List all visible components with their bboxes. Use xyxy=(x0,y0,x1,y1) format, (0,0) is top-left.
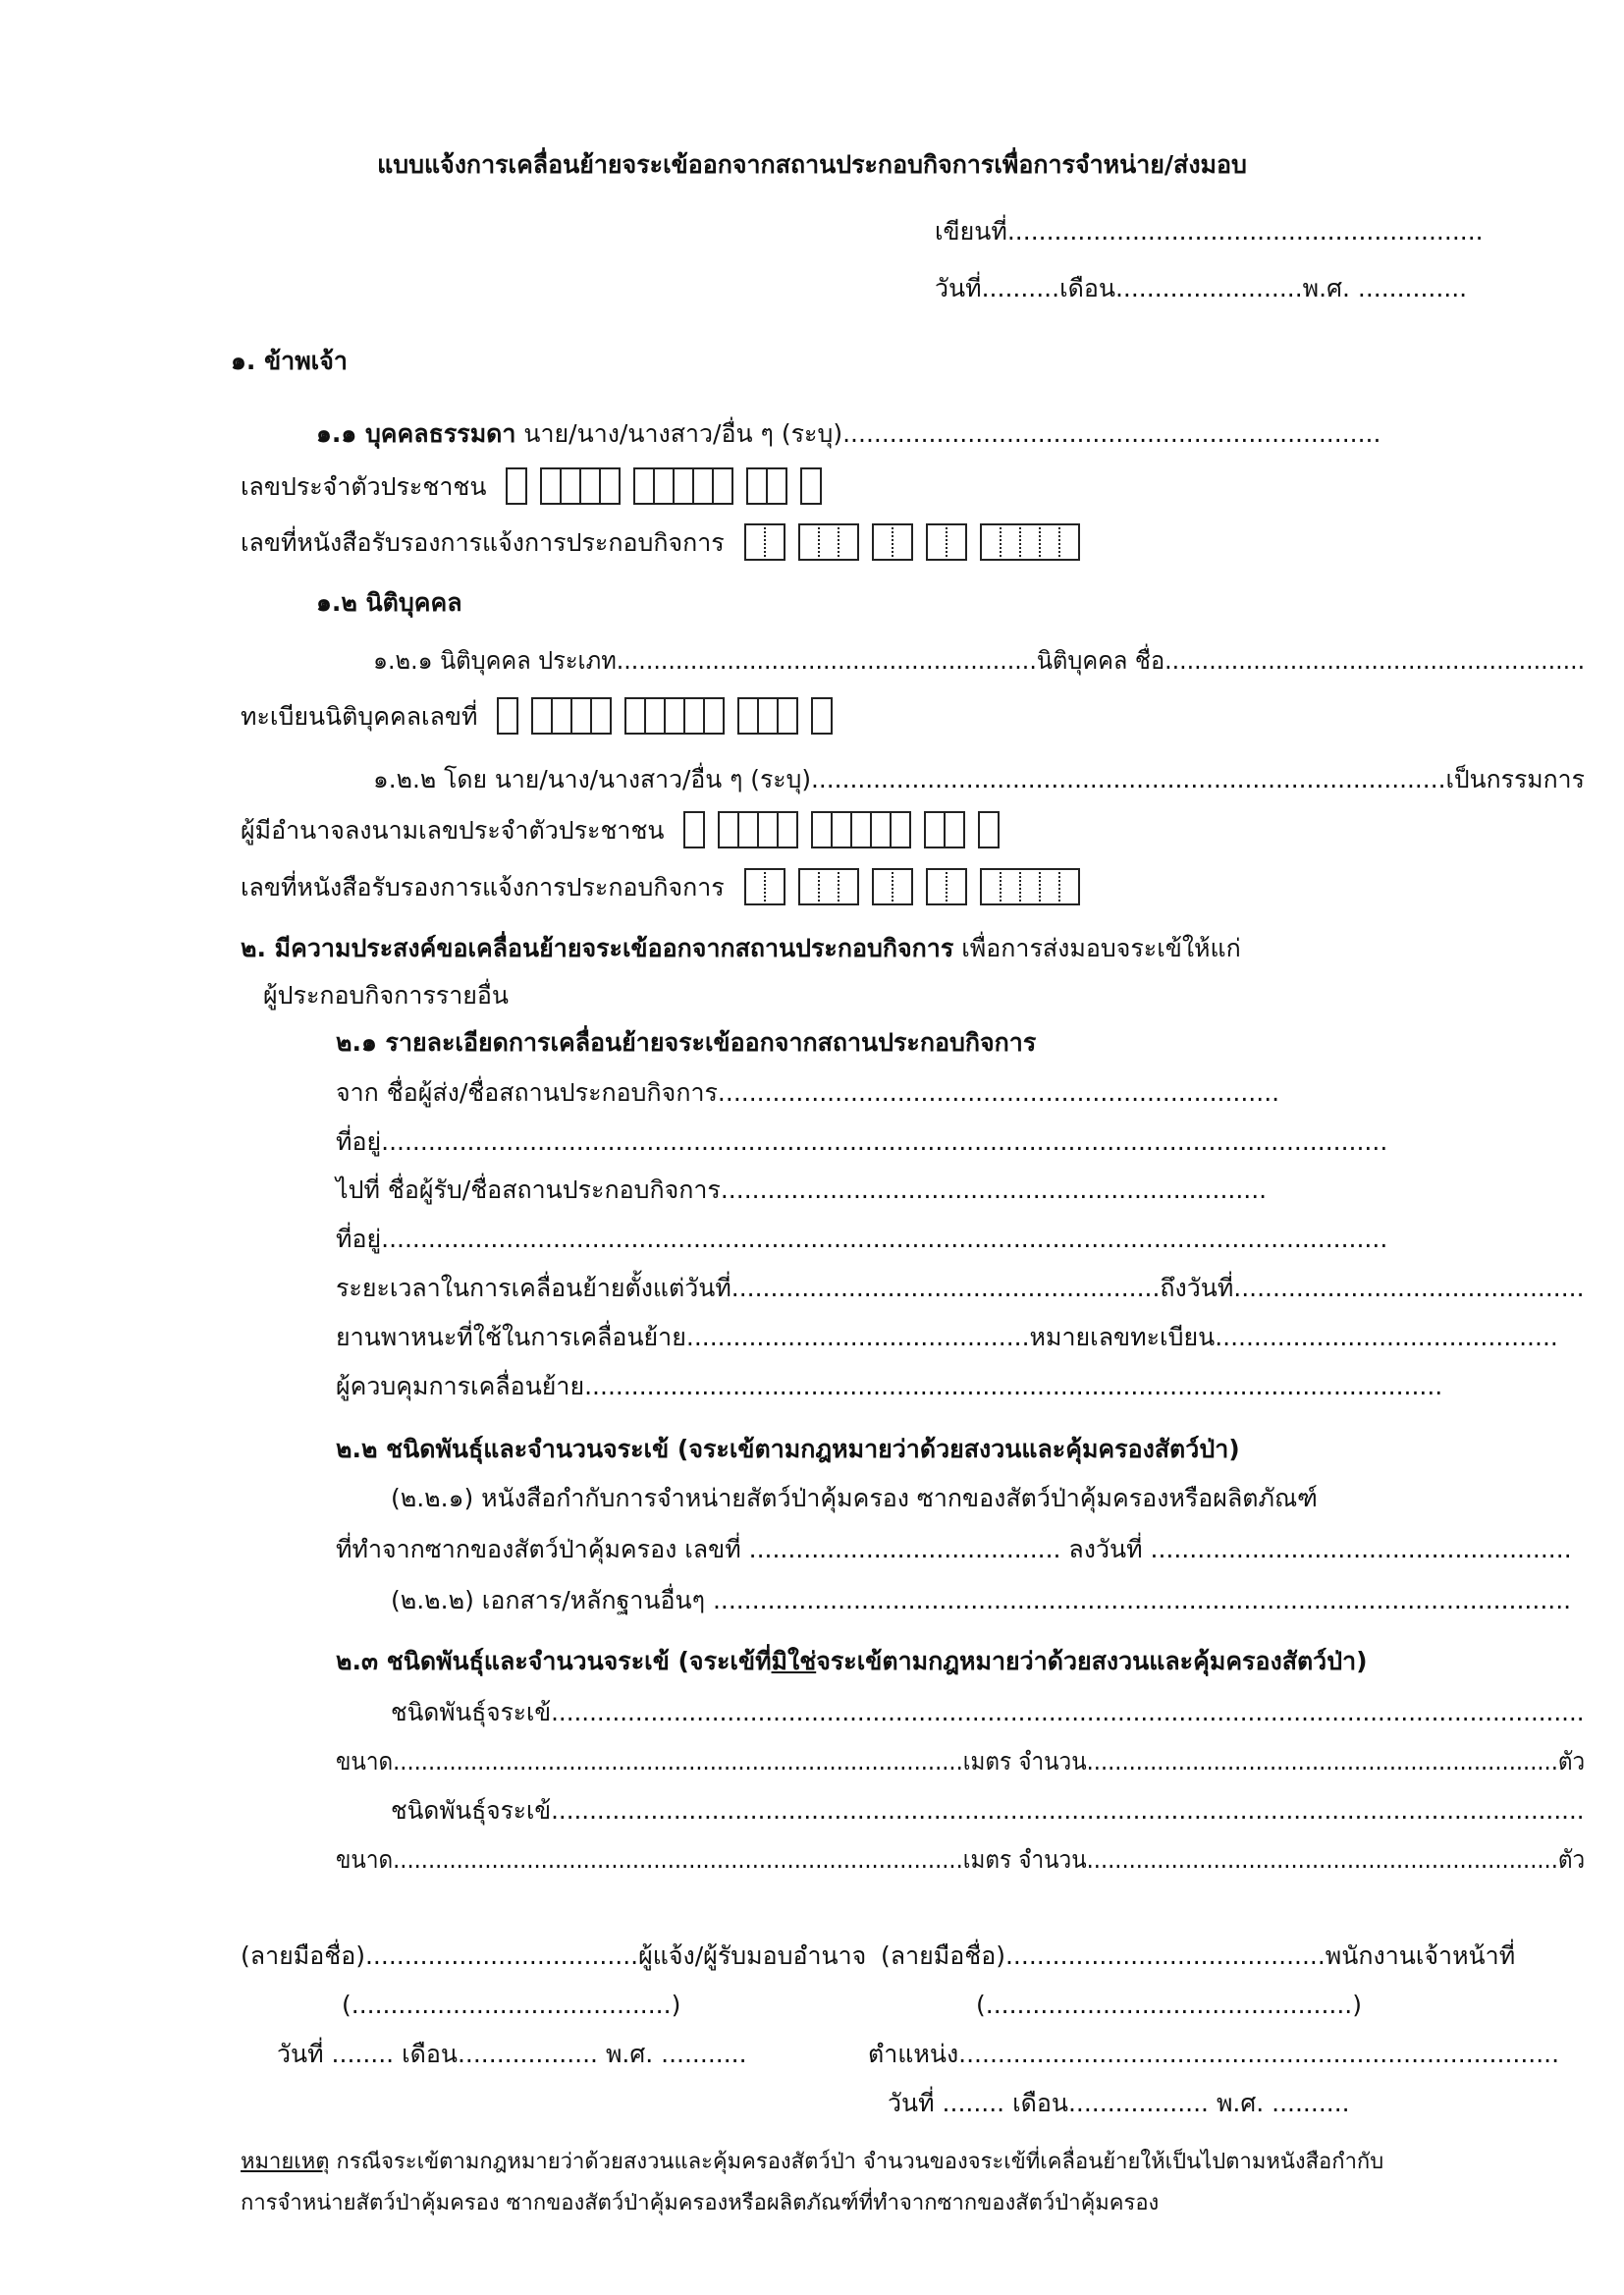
juristic-reg-row xyxy=(241,699,833,737)
subsection-2-1-heading: ๒.๑ รายละเอียดการเคลื่อนย้ายจระเข้ออกจากสถานประกอบกิจการ xyxy=(336,1028,1037,1057)
digit-box[interactable] xyxy=(1000,523,1021,561)
digit-box[interactable] xyxy=(712,467,733,505)
director-line: ๑.๒.๒ โดย นาย/นาง/นางสาว/อื่น ๆ (ระบุ)..................................................................................เป็นกรรมการ xyxy=(373,765,1585,793)
digit-box[interactable] xyxy=(766,467,787,505)
size-count-line-1: ขนาด.................................................................................เมตร จำนวน...................................................................ตัว xyxy=(336,1747,1586,1776)
digit-box[interactable] xyxy=(744,868,766,905)
digit-box[interactable] xyxy=(599,467,621,505)
digit-box[interactable] xyxy=(1039,523,1060,561)
species-line-2: ชนิดพันธุ์จระเข้....................................................................................................................................... xyxy=(391,1796,1585,1825)
digit-box[interactable] xyxy=(506,467,527,505)
digit-box-group xyxy=(746,467,787,505)
digit-box[interactable] xyxy=(764,868,785,905)
digit-box-group xyxy=(980,523,1080,561)
officer-date-line: วันที่ ........ เดือน.................. พ.ศ. .......... xyxy=(888,2089,1350,2117)
digit-box[interactable] xyxy=(800,467,822,505)
digit-box[interactable] xyxy=(1000,868,1021,905)
to-receiver-line: ไปที่ ชื่อผู้รับ/ชื่อสถานประกอบกิจการ...................................................................... xyxy=(336,1175,1268,1204)
digit-box[interactable] xyxy=(944,811,965,848)
section-2-heading xyxy=(241,931,1241,966)
digit-box[interactable] xyxy=(703,697,725,735)
cert-label: เลขที่หนังสือรับรองการแจ้งการประกอบกิจการ xyxy=(241,528,725,557)
digit-box-group xyxy=(798,523,859,561)
digit-box[interactable] xyxy=(890,811,911,848)
digit-box[interactable] xyxy=(673,467,694,505)
natural-person-line xyxy=(316,416,1380,452)
cert-number-boxes-2[interactable] xyxy=(744,868,1080,905)
digit-box[interactable] xyxy=(644,697,666,735)
digit-box[interactable] xyxy=(777,811,798,848)
digit-box-group xyxy=(872,868,913,905)
subsection-2-2-heading: ๒.๒ ชนิดพันธุ์และจำนวนจระเข้ (จระเข้ตามกฎหมายว่าด้วยสงวนและคุ้มครองสัตว์ป่า) xyxy=(336,1435,1240,1463)
digit-box[interactable] xyxy=(980,868,1001,905)
from-sender-line: จาก ชื่อผู้ส่ง/ชื่อสถานประกอบกิจการ........................................................................ xyxy=(336,1078,1280,1107)
digit-box[interactable] xyxy=(1039,868,1060,905)
other-documents-line: (๒.๒.๒) เอกสาร/หลักฐานอื่นๆ .............................................................................................................. xyxy=(391,1586,1572,1614)
juristic-person-heading: ๑.๒ นิติบุคคล xyxy=(316,588,462,617)
digit-box[interactable] xyxy=(926,523,947,561)
digit-box[interactable] xyxy=(831,811,852,848)
digit-box-group xyxy=(924,811,965,848)
subsection-2-3-heading-a: ๒.๓ ชนิดพันธุ์และจำนวนจระเข้ (จระเข้ที่ xyxy=(336,1647,772,1675)
digit-box-group xyxy=(980,868,1080,905)
digit-box[interactable] xyxy=(590,697,612,735)
digit-box[interactable] xyxy=(737,811,759,848)
digit-box-group xyxy=(683,811,705,848)
cert-row-2 xyxy=(241,870,1080,907)
digit-box[interactable] xyxy=(718,811,739,848)
form-title: แบบแจ้งการเคลื่อนย้ายจระเข้ออกจากสถานประกอบกิจการเพื่อการจำหน่าย/ส่งมอบ xyxy=(377,150,1247,179)
from-address-line: ที่อยู่................................................................................................................................. xyxy=(336,1127,1388,1156)
section-2-heading-bold: ๒. มีความประสงค์ขอเคลื่อนย้ายจระเข้ออกจากสถานประกอบกิจการ xyxy=(241,934,954,962)
digit-box-group xyxy=(737,697,798,735)
juristic-reg-boxes[interactable] xyxy=(497,697,833,735)
officer-position-line: ตำแหน่ง............................................................................. xyxy=(868,2040,1560,2068)
digit-box[interactable] xyxy=(1019,868,1041,905)
cert-label-2: เลขที่หนังสือรับรองการแจ้งการประกอบกิจการ xyxy=(241,873,725,902)
digit-box[interactable] xyxy=(579,467,601,505)
digit-box[interactable] xyxy=(892,523,913,561)
digit-box[interactable] xyxy=(1058,868,1080,905)
digit-box[interactable] xyxy=(497,697,518,735)
officer-name-line: (...............................................) xyxy=(976,1991,1363,2019)
digit-box[interactable] xyxy=(683,697,705,735)
digit-box-group xyxy=(872,523,913,561)
digit-box[interactable] xyxy=(946,868,967,905)
digit-box[interactable] xyxy=(892,868,913,905)
section-1-heading: ๑. ข้าพเจ้า xyxy=(231,347,348,375)
digit-box[interactable] xyxy=(850,811,872,848)
digit-box[interactable] xyxy=(560,467,581,505)
digit-box[interactable] xyxy=(1058,523,1080,561)
notifier-signature-line: (ลายมือชื่อ)...................................ผู้แจ้ง/ผู้รับมอบอำนาจ xyxy=(241,1941,867,1970)
digit-box[interactable] xyxy=(798,523,820,561)
period-line: ระยะเวลาในการเคลื่อนย้ายตั้งแต่วันที่.......................................................ถึงวันที่............................................. xyxy=(336,1274,1585,1302)
subsection-2-3-heading xyxy=(336,1644,1368,1679)
digit-box[interactable] xyxy=(737,697,759,735)
id-card-label: เลขประจำตัวประชาชน xyxy=(241,472,487,501)
authorized-id-boxes[interactable] xyxy=(683,811,1000,848)
vehicle-line: ยานพาหนะที่ใช้ในการเคลื่อนย้าย............................................หมายเลขทะเบียน............................................ xyxy=(336,1323,1558,1351)
digit-box-group xyxy=(540,467,621,505)
digit-box[interactable] xyxy=(777,697,798,735)
digit-box-group xyxy=(497,697,518,735)
digit-box-group xyxy=(506,467,527,505)
section-2-heading-rest: เพื่อการส่งมอบจระเข้ให้แก่ xyxy=(953,934,1241,962)
digit-box-group xyxy=(798,868,859,905)
to-address-line: ที่อยู่................................................................................................................................. xyxy=(336,1225,1388,1253)
species-line-1: ชนิดพันธุ์จระเข้....................................................................................................................................... xyxy=(391,1698,1585,1726)
cert-number-boxes[interactable] xyxy=(744,523,1080,561)
digit-box-group xyxy=(633,467,733,505)
note-text-1: กรณีจระเข้ตามกฎหมายว่าด้วยสงวนและคุ้มครองสัตว์ป่า จำนวนของจระเข้ที่เคลื่อนย้ายให้เป็นไปตามหนังสือกำกับ xyxy=(329,2150,1384,2174)
digit-box-group xyxy=(978,811,1000,848)
digit-box[interactable] xyxy=(531,697,553,735)
digit-box[interactable] xyxy=(757,811,779,848)
digit-box[interactable] xyxy=(811,811,833,848)
digit-box-group xyxy=(531,697,612,735)
natural-person-label: ๑.๑ บุคคลธรรมดา xyxy=(316,419,516,448)
controller-line: ผู้ควบคุมการเคลื่อนย้าย.............................................................................................................. xyxy=(336,1372,1443,1400)
wildlife-permit-line-b: ที่ทำจากซากของสัตว์ป่าคุ้มครอง เลขที่ ........................................ ลงวันที่ ...................................................... xyxy=(336,1535,1572,1563)
written-at-field: เขียนที่............................................................. xyxy=(935,217,1484,246)
authorized-id-row xyxy=(241,813,1000,850)
notifier-date-line: วันที่ ........ เดือน.................. พ.ศ. ........... xyxy=(277,2040,747,2068)
note-label: หมายเหตุ xyxy=(241,2150,330,2174)
digit-box[interactable] xyxy=(838,523,859,561)
digit-box[interactable] xyxy=(764,523,785,561)
officer-signature-line: (ลายมือชื่อ).........................................พนักงานเจ้าหน้าที่ xyxy=(881,1941,1516,1970)
subsection-2-3-heading-underlined: มิใช่ xyxy=(771,1647,817,1675)
digit-box-group xyxy=(718,811,798,848)
digit-box[interactable] xyxy=(924,811,946,848)
digit-box-group xyxy=(811,811,911,848)
digit-box[interactable] xyxy=(633,467,655,505)
digit-box-group xyxy=(744,868,785,905)
digit-box[interactable] xyxy=(653,467,675,505)
digit-box-group xyxy=(744,523,785,561)
digit-box[interactable] xyxy=(1019,523,1041,561)
digit-box[interactable] xyxy=(664,697,685,735)
digit-box[interactable] xyxy=(692,467,714,505)
cert-row xyxy=(241,525,1080,563)
digit-box[interactable] xyxy=(980,523,1001,561)
digit-box[interactable] xyxy=(798,868,820,905)
digit-box[interactable] xyxy=(838,868,859,905)
digit-box[interactable] xyxy=(818,868,839,905)
digit-box-group xyxy=(800,467,822,505)
authorized-id-label: ผู้มีอำนาจลงนามเลขประจำตัวประชาชน xyxy=(241,816,665,845)
digit-box[interactable] xyxy=(746,467,768,505)
digit-box[interactable] xyxy=(872,868,893,905)
digit-box[interactable] xyxy=(757,697,779,735)
digit-box-group xyxy=(926,868,967,905)
juristic-reg-label: ทะเบียนนิติบุคคลเลขที่ xyxy=(241,702,478,731)
digit-box[interactable] xyxy=(978,811,1000,848)
id-card-row xyxy=(241,469,822,507)
digit-box[interactable] xyxy=(870,811,892,848)
digit-box[interactable] xyxy=(744,523,766,561)
digit-box[interactable] xyxy=(872,523,893,561)
digit-box[interactable] xyxy=(551,697,572,735)
digit-box[interactable] xyxy=(570,697,592,735)
digit-box[interactable] xyxy=(683,811,705,848)
digit-box-group xyxy=(811,697,833,735)
section-2-heading-line2: ผู้ประกอบกิจการรายอื่น xyxy=(263,981,509,1010)
digit-box[interactable] xyxy=(624,697,646,735)
digit-box[interactable] xyxy=(811,697,833,735)
wildlife-permit-line-a: (๒.๒.๑) หนังสือกำกับการจำหน่ายสัตว์ป่าคุ้มครอง ซากของสัตว์ป่าคุ้มครองหรือผลิตภัณฑ์ xyxy=(391,1484,1318,1512)
digit-box[interactable] xyxy=(540,467,562,505)
notifier-name-line: (.........................................) xyxy=(342,1991,681,2019)
natural-person-name-field: นาย/นาง/นางสาว/อื่น ๆ (ระบุ)..................................................................... xyxy=(515,419,1381,448)
digit-box[interactable] xyxy=(946,523,967,561)
digit-box[interactable] xyxy=(926,868,947,905)
size-count-line-2: ขนาด.................................................................................เมตร จำนวน...................................................................ตัว xyxy=(336,1845,1586,1874)
note-line-2: การจำหน่ายสัตว์ป่าคุ้มครอง ซากของสัตว์ป่าคุ้มครองหรือผลิตภัณฑ์ที่ทำจากซากของสัตว์ป่าคุ้มครอง xyxy=(241,2191,1160,2215)
digit-box[interactable] xyxy=(818,523,839,561)
id-card-boxes[interactable] xyxy=(506,467,822,505)
date-field: วันที่..........เดือน........................พ.ศ. .............. xyxy=(935,274,1468,302)
juristic-type-name-line: ๑.๒.๑ นิติบุคคล ประเภท.........................................................นิติบุคคล ชื่อ......................................................... xyxy=(373,646,1586,675)
note-line-1 xyxy=(241,2145,1383,2180)
digit-box-group xyxy=(926,523,967,561)
subsection-2-3-heading-b: จระเข้ตามกฎหมายว่าด้วยสงวนและคุ้มครองสัตว์ป่า) xyxy=(816,1647,1368,1675)
digit-box-group xyxy=(624,697,725,735)
